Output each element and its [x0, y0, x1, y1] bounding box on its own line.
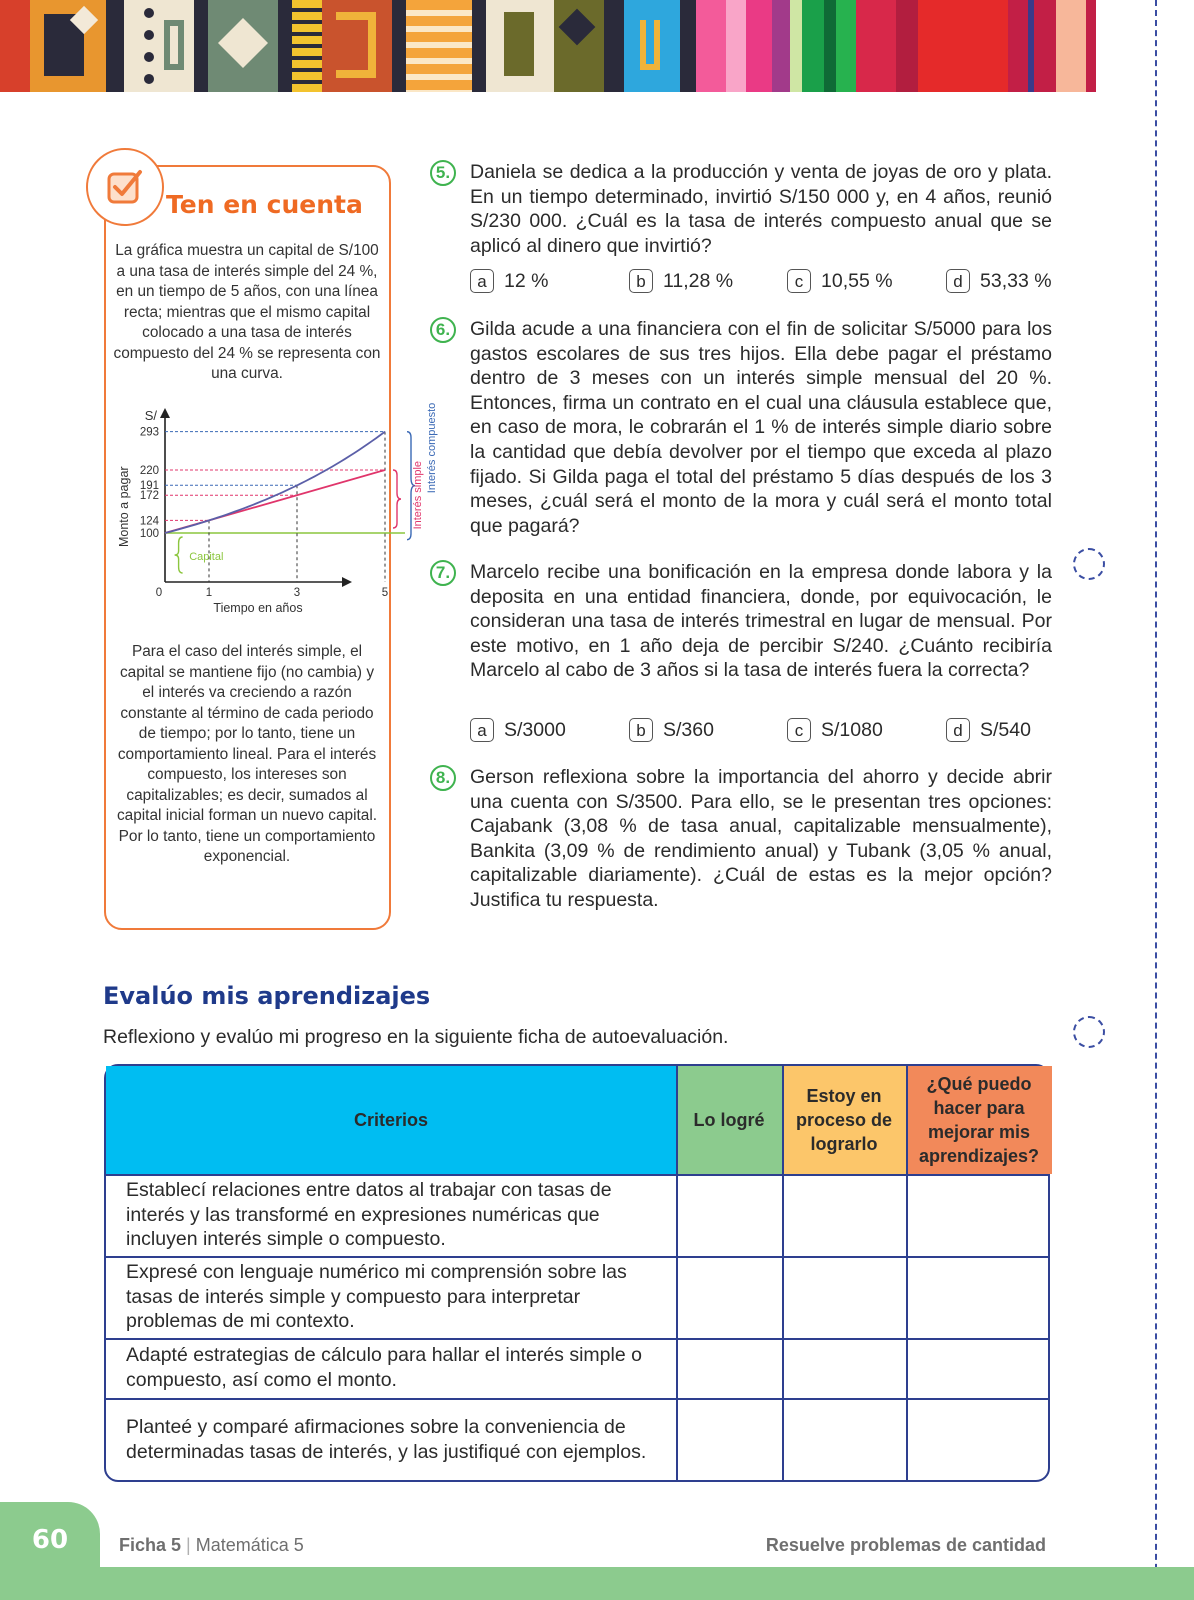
question-number: 7.	[430, 560, 456, 586]
answer-option-b[interactable]	[629, 269, 733, 293]
section-subtitle: Reflexiono y evalúo mi progreso en la siguiente ficha de autoevaluación.	[103, 1026, 729, 1048]
dashed-circle-marker	[1073, 1016, 1105, 1048]
answer-option-d[interactable]	[946, 718, 1031, 742]
y-tick-label: 220	[139, 465, 159, 477]
option-letter: b	[629, 269, 653, 293]
achieved-cell[interactable]	[676, 1256, 782, 1338]
question-text: Daniela se dedica a la producción y venta de joyas de oro y plata. En un tiempo determinado, invirtió S/150 000 y, en 4 años, reunió S/230 000. ¿Cuál es la tasa de interés compuesto anual que se aplicó al dinero que invirtió?	[470, 161, 1052, 257]
page-number: 60	[31, 1525, 69, 1555]
option-letter: a	[470, 269, 494, 293]
table-divider	[782, 1066, 784, 1480]
simple-interest-brace	[393, 470, 401, 528]
criteria-row: Establecí relaciones entre datos al trabajar con tasas de interés y las transformé en expresiones numéricas que incluyen interés simple o compuesto.	[126, 1179, 612, 1251]
decorative-textile-band	[0, 0, 1194, 92]
x-tick-label: 5	[381, 587, 389, 599]
table-divider	[106, 1174, 1048, 1176]
header-label: Lo logré	[693, 1110, 765, 1130]
question-number: 6.	[430, 317, 456, 343]
x-tick-label: 0	[155, 587, 163, 599]
option-value: 12 %	[504, 269, 549, 292]
header-improve	[906, 1066, 1052, 1174]
compound-interest-curve	[165, 432, 385, 533]
option-letter: b	[629, 718, 653, 742]
achieved-cell[interactable]	[676, 1174, 782, 1256]
achieved-cell[interactable]	[676, 1398, 782, 1482]
in-progress-cell[interactable]	[782, 1398, 906, 1482]
section-title: Evalúo mis aprendizajes	[103, 982, 431, 1010]
option-value: 10,55 %	[821, 269, 893, 292]
improve-cell[interactable]	[906, 1398, 1052, 1482]
tip-title: Ten en cuenta	[166, 190, 363, 219]
criteria-row: Adapté estrategias de cálculo para hallar el interés simple o compuesto, así como el monto.	[126, 1344, 642, 1391]
question-text: Gilda acude a una financiera con el fin de solicitar S/5000 para los gastos escolares de sus tres hijos. Ella debe pagar el préstamo dentro de 3 meses con un interés simple mensual del 20 %. Entonces, firma un contrato en el cual una cláusula establece que, en caso de mora, le cobrarán el 1 % de interés simple diario sobre la cantidad que debía devolver por el tiempo que exceda al plazo fijado. Si Gilda paga el total del préstamo 5 días después de los 3 meses, ¿cuál será el monto de la mora y cuál será el monto total que pagará?	[470, 318, 1052, 537]
y-tick-label: 100	[139, 528, 159, 540]
y-tick-label: 191	[139, 480, 159, 493]
y-axis-arrow	[160, 408, 170, 418]
option-letter: d	[946, 269, 970, 293]
x-axis-arrow	[342, 577, 352, 587]
table-divider	[906, 1066, 908, 1480]
simple-interest-label: Interés simple	[412, 460, 424, 530]
improve-cell[interactable]	[906, 1256, 1052, 1338]
tip-paragraph-1: La gráfica muestra un capital de S/100 a una tasa de interés simple del 24 %, en un tiempo de 5 años, con una línea recta; mientras que el mismo capital colocado a una tasa de interés compuesto del 24 % se representa con una curva.	[113, 242, 381, 382]
self-assessment-table	[104, 1064, 1050, 1482]
checkmark-badge-icon	[86, 148, 164, 226]
footer-sheet-info	[119, 1535, 304, 1556]
header-label: Criterios	[353, 1110, 429, 1130]
option-letter: a	[470, 718, 494, 742]
option-value: S/3000	[504, 718, 566, 741]
answer-option-b[interactable]	[629, 718, 714, 742]
achieved-cell[interactable]	[676, 1338, 782, 1398]
improve-cell[interactable]	[906, 1338, 1052, 1398]
option-value: S/1080	[821, 718, 883, 741]
question-number: 5.	[430, 160, 456, 186]
x-tick-label: 1	[205, 587, 213, 599]
option-value: 53,33 %	[980, 269, 1052, 292]
in-progress-cell[interactable]	[782, 1256, 906, 1338]
answer-option-a[interactable]	[470, 269, 548, 293]
capital-label: Capital	[189, 551, 224, 563]
criteria-row: Planteé y comparé afirmaciones sobre la conveniencia de determinadas tasas de interés, y las justifiqué con ejemplos.	[126, 1416, 647, 1463]
x-tick-label: 3	[293, 587, 301, 599]
option-value: S/360	[663, 718, 714, 741]
compound-interest-label: Interés compuesto	[426, 402, 438, 494]
footer-separator: |	[186, 1535, 191, 1555]
option-value: 11,28 %	[663, 269, 734, 292]
x-axis-title: Tiempo en años	[213, 601, 303, 615]
table-divider	[106, 1398, 1048, 1400]
answer-option-a[interactable]	[470, 718, 566, 742]
improve-cell[interactable]	[906, 1174, 1052, 1256]
y-tick-label: 172	[139, 490, 159, 503]
y-axis-title: Monto a pagar	[117, 466, 131, 548]
option-letter: d	[946, 718, 970, 742]
answer-option-c[interactable]	[787, 269, 893, 293]
question-text: Gerson reflexiona sobre la importancia del ahorro y decide abrir una cuenta con S/3500. Para ello, se le presentan tres opciones: Cajabank (3,08 % de tasa anual, capitalizable mensualmente), Bankita (3,09 % de rendimiento anual) y Tubank (3,05 % anual, capitalizable diariamente). ¿Cuál de estas es la mejor opción? Justifica tu respuesta.	[470, 766, 1052, 911]
y-unit-label: S/	[144, 408, 157, 423]
margin-dashed-line	[1155, 0, 1157, 1600]
answer-option-d[interactable]	[946, 269, 1052, 293]
question-number: 8.	[430, 765, 456, 791]
header-in-progress	[782, 1066, 906, 1174]
answer-option-c[interactable]	[787, 718, 883, 742]
header-label: ¿Qué puedo hacer para mejorar mis aprendizajes?	[918, 1074, 1040, 1166]
header-achieved	[676, 1066, 782, 1174]
capital-brace	[175, 537, 183, 573]
in-progress-cell[interactable]	[782, 1338, 906, 1398]
y-tick-label: 124	[139, 515, 159, 528]
table-divider	[106, 1338, 1048, 1340]
tip-paragraph-2: Para el caso del interés simple, el capital se mantiene fijo (no cambia) y el interés va creciendo a razón constante al término de cada periodo de tiempo; por lo tanto, tiene un comportamiento lineal. Para el interés compuesto, los intereses son capitalizables; es decir, sumados al capital inicial forman un nuevo capital. Por lo tanto, tiene un comportamiento exponencial.	[116, 643, 378, 865]
footer-competency: Resuelve problemas de cantidad	[765, 1535, 1046, 1555]
footer-band	[0, 1567, 1194, 1600]
table-divider	[676, 1066, 678, 1480]
y-tick-label: 293	[139, 426, 159, 439]
footer-sheet: Ficha 5	[119, 1535, 182, 1555]
in-progress-cell[interactable]	[782, 1174, 906, 1256]
table-divider	[106, 1256, 1048, 1258]
option-letter: c	[787, 718, 811, 742]
dashed-circle-marker	[1073, 548, 1105, 580]
header-label: Estoy en proceso de lograrlo	[795, 1086, 893, 1154]
option-letter: c	[787, 269, 811, 293]
interest-chart	[110, 402, 438, 633]
footer-subject: Matemática 5	[195, 1535, 304, 1555]
option-value: S/540	[980, 718, 1031, 741]
question-text: Marcelo recibe una bonificación en la empresa donde labora y la deposita en una entidad financiera, donde, por equivocación, le consideran una tasa de interés trimestral en lugar de mensual. Por este motivo, en 1 año deja de percibir S/240. ¿Cuánto recibiría Marcelo al cabo de 3 años si la tasa de interés fuera la correcta?	[470, 561, 1052, 682]
criteria-row: Expresé con lenguaje numérico mi comprensión sobre las tasas de interés simple y compuesto para interpretar problemas de mi contexto.	[126, 1261, 627, 1333]
header-criteria	[106, 1066, 676, 1174]
